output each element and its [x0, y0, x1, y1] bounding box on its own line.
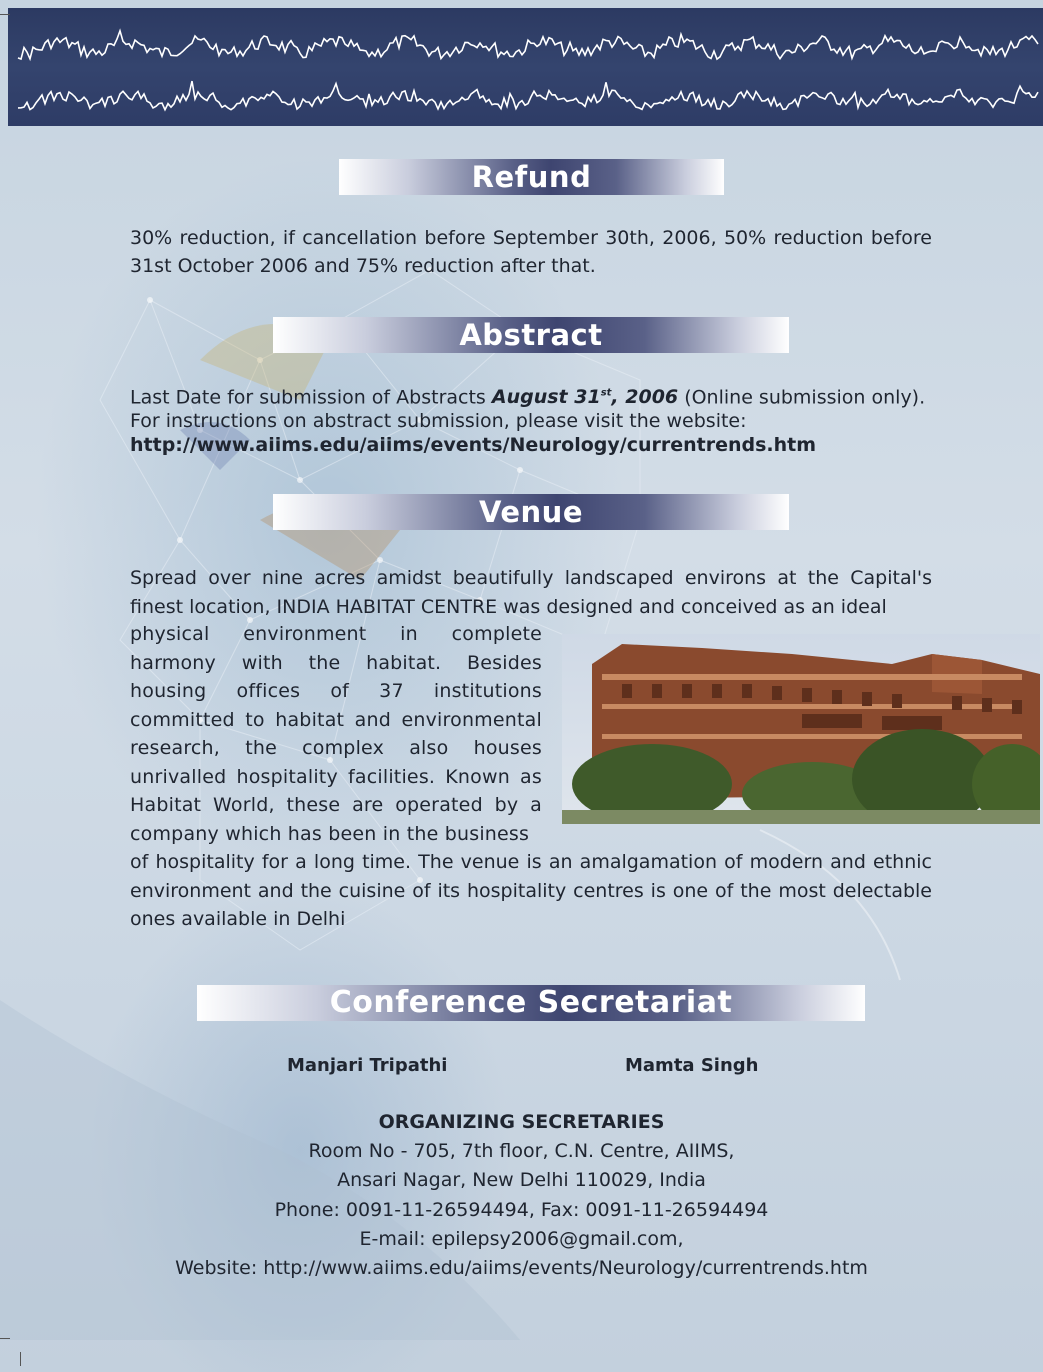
eeg-header-banner — [8, 8, 1043, 126]
venue-heading: Venue — [273, 494, 789, 530]
crop-mark — [20, 1352, 21, 1366]
abstract-website-link[interactable]: http://www.aiims.edu/aiims/events/Neurology/currentrends.htm — [130, 434, 817, 457]
secretary-name-1: Manjari Tripathi — [287, 1055, 448, 1076]
abstract-deadline-year: , 2006 — [611, 386, 679, 409]
abstract-heading: Abstract — [273, 317, 789, 353]
abstract-text — [130, 382, 932, 457]
abstract-lead: Last Date for submission of Abstracts — [130, 386, 486, 409]
email-line[interactable]: E-mail: epilepsy2006@gmail.com, — [359, 1228, 684, 1250]
abstract-deadline-date: August 31 — [491, 386, 601, 409]
abstract-date-suffix: st — [600, 388, 612, 399]
refund-text: 30% reduction, if cancellation before September 30th, 2006, 50% reduction before 31st October 2006 and 75% reduction after that. — [130, 227, 932, 277]
secretary-name-2: Mamta Singh — [625, 1055, 759, 1076]
organizing-secretaries-label: ORGANIZING SECRETARIES — [378, 1111, 665, 1133]
refund-heading: Refund — [339, 159, 724, 195]
address-line-1: Room No - 705, 7th floor, C.N. Centre, AIIMS, — [308, 1140, 735, 1162]
abstract-instructions: (Online submission only). For instructions on abstract submission, please visit the website: — [130, 386, 926, 433]
crop-mark — [0, 14, 10, 15]
phone-fax-line: Phone: 0091-11-26594494, Fax: 0091-11-26594494 — [274, 1199, 769, 1221]
venue-text-left: physical environment in complete harmony with the habitat. Besides housing offices of 37 institutions committed to habitat and environmental research, the complex also houses unrivalled hospitality facilities. Known as Habitat World, these are operated by a company which has been in the business — [130, 623, 542, 845]
venue-text-top: Spread over nine acres amidst beautifully landscaped environs at the Capital's finest location, INDIA HABITAT CENTRE was designed and conceived as an ideal — [130, 567, 932, 618]
venue-text-bottom: of hospitality for a long time. The venue is an amalgamation of modern and ethnic environment and the cuisine of its hospitality centres is one of the most delectable ones available in Delhi — [130, 851, 932, 930]
address-line-2: Ansari Nagar, New Delhi 110029, India — [337, 1169, 706, 1191]
eeg-waveform-graphic — [8, 8, 1043, 126]
venue-building-photo — [562, 634, 1040, 824]
secretariat-heading: Conference Secretariat — [197, 985, 865, 1021]
crop-mark — [0, 1338, 10, 1339]
website-line[interactable]: Website: http://www.aiims.edu/aiims/events/Neurology/currentrends.htm — [175, 1257, 868, 1279]
